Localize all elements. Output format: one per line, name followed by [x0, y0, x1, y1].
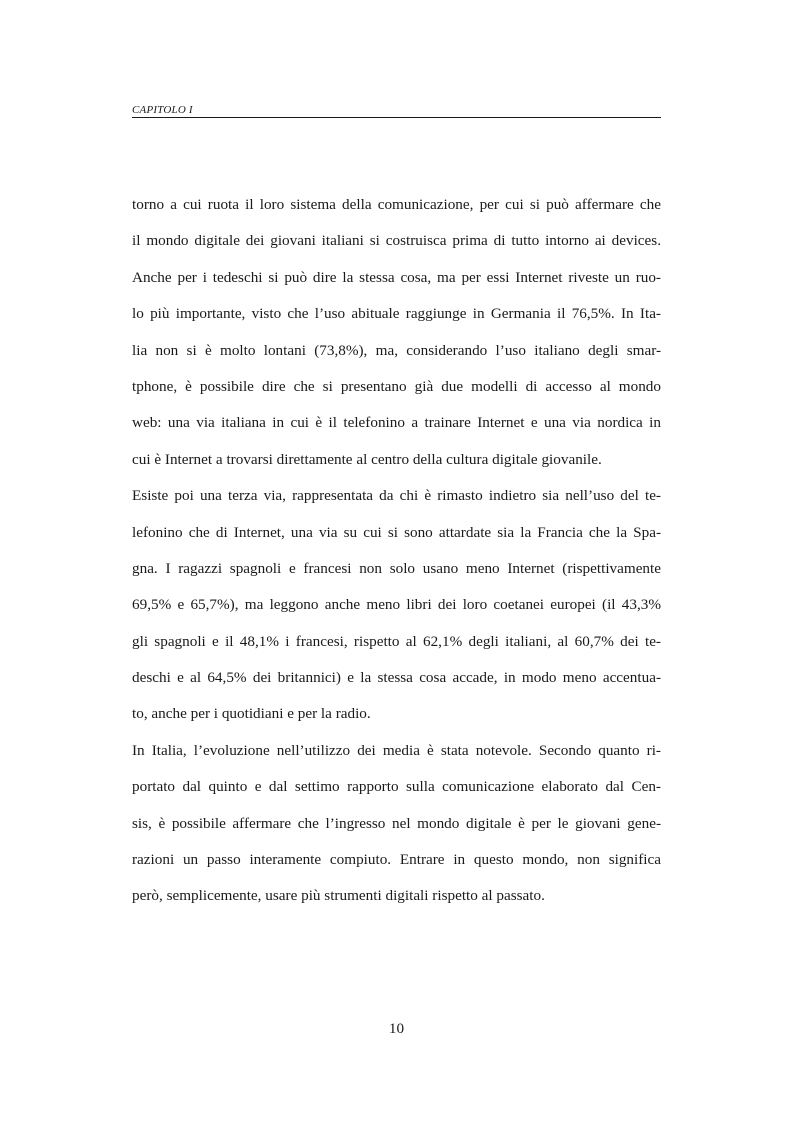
text-line: cui è Internet a trovarsi direttamente al centro della cultura digitale giovanile.	[132, 450, 602, 468]
text-line: sis, è possibile affermare che l’ingresso nel mondo digitale è per le giovani gene-	[132, 814, 661, 832]
text-line: gna. I ragazzi spagnoli e francesi non solo usano meno Internet (rispettivamente	[132, 559, 661, 577]
body-text	[132, 187, 661, 915]
text-line: lefonino che di Internet, una via su cui si sono attardate sia la Francia che la Spa-	[132, 523, 661, 541]
text-line: web: una via italiana in cui è il telefonino a trainare Internet e una via nordica in	[132, 414, 661, 432]
paragraph	[132, 187, 661, 478]
text-line: In Italia, l’evoluzione nell’utilizzo dei media è stata notevole. Secondo quanto ri-	[132, 741, 661, 759]
text-line: portato dal quinto e dal settimo rapporto sulla comunicazione elaborato dal Cen-	[132, 778, 661, 796]
paragraph	[132, 478, 661, 733]
text-line: 69,5% e 65,7%), ma leggono anche meno libri dei loro coetanei europei (il 43,3%	[132, 596, 661, 614]
text-line: to, anche per i quotidiani e per la radio.	[132, 705, 371, 723]
text-line: torno a cui ruota il loro sistema della comunicazione, per cui si può affermare che	[132, 196, 661, 213]
page-number: 10	[388, 1020, 405, 1037]
text-line: razioni un passo interamente compiuto. Entrare in questo mondo, non significa	[132, 851, 661, 869]
text-line: gli spagnoli e il 48,1% i francesi, rispetto al 62,1% degli italiani, al 60,7% dei te-	[132, 632, 661, 650]
text-line: però, semplicemente, usare più strumenti digitali rispetto al passato.	[132, 887, 545, 905]
running-header	[132, 104, 661, 118]
text-line: lia non si è molto lontani (73,8%), ma, considerando l’uso italiano degli smar-	[132, 341, 661, 359]
paragraph	[132, 733, 661, 915]
text-line: tphone, è possibile dire che si presentano già due modelli di accesso al mondo	[132, 377, 661, 395]
text-line: lo più importante, visto che l’uso abituale raggiunge in Germania il 76,5%. In Ita-	[132, 305, 661, 323]
text-line: deschi e al 64,5% dei britannici) e la stessa cosa accade, in modo meno accentua-	[132, 669, 661, 687]
chapter-title: CAPITOLO I	[132, 104, 193, 116]
text-line: Esiste poi una terza via, rappresentata da chi è rimasto indietro sia nell’uso del te-	[132, 487, 661, 505]
text-line: Anche per i tedeschi si può dire la stessa cosa, ma per essi Internet riveste un ruo-	[132, 268, 661, 286]
text-line: il mondo digitale dei giovani italiani si costruisca prima di tutto intorno ai devices.	[132, 232, 661, 250]
